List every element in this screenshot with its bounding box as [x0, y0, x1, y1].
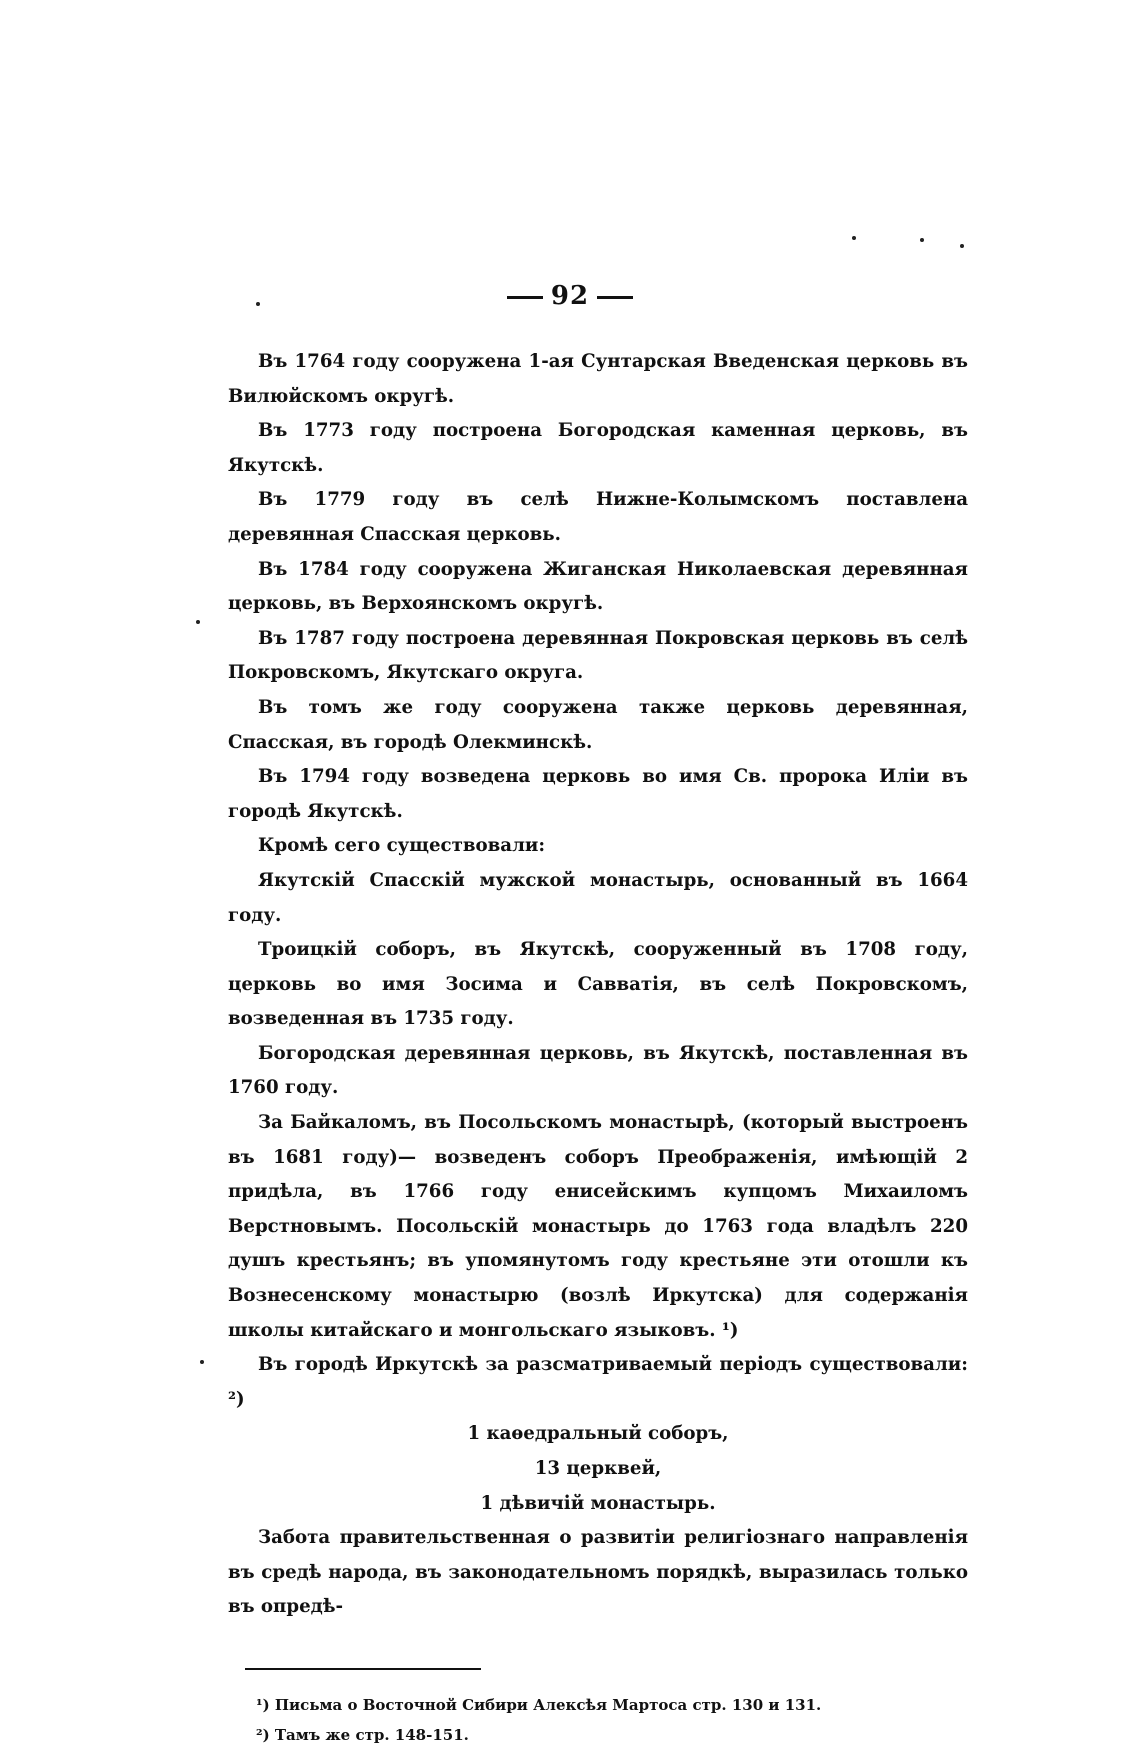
paragraph: Въ городѣ Иркутскѣ за разсматриваемый періодъ существовали: ²) — [228, 1354, 968, 1410]
paragraph: Забота правительственная о развитіи религіознаго направленія въ средѣ народа, въ законодательномъ порядкѣ, выразилась только въ опредѣ- — [228, 1527, 968, 1618]
paragraph: Въ томъ же году сооружена также церковь деревянная, Спасская, въ городѣ Олекминскѣ. — [228, 696, 968, 753]
footnote: ²) Тамъ же стр. 148-151. — [256, 1726, 469, 1744]
paragraph: Въ 1779 году въ селѣ Нижне-Колымскомъ поставлена деревянная Спасская церковь. — [228, 489, 968, 545]
scan-speck — [920, 238, 924, 242]
footnote: ¹) Письма о Восточной Сибири Алексѣя Мартоса стр. 130 и 131. — [256, 1696, 822, 1714]
paragraph: Въ 1787 году построена деревянная Покровская церковь въ селѣ Покровскомъ, Якутскаго округа. — [228, 627, 968, 684]
header-rule-left — [507, 296, 543, 299]
page-number: 92 — [550, 281, 590, 311]
paragraph: За Байкаломъ, въ Посольскомъ монастырѣ, (который выстроенъ въ 1681 году)— возведенъ соборъ Преображенія, имѣющій 2 придѣла, въ 1766 году енисейскимъ купцомъ Михаиломъ Верстновымъ. Посольскій монастырь до 1763 года владѣлъ 220 душъ крестьянъ; въ упомянутомъ году крестьяне эти отошли къ Вознесенскому монастырю (возлѣ Иркутска) для содержанія школы китайскаго и монгольскаго языковъ. ¹) — [228, 1112, 968, 1341]
paragraph: Троицкій соборъ, въ Якутскѣ, сооруженный въ 1708 году, церковь во имя Зосима и Савватія, въ селѣ Покровскомъ, возведенная въ 1735 году. — [228, 939, 968, 1030]
body-text — [228, 345, 968, 1625]
paragraph: Кромѣ сего существовали: — [258, 835, 546, 857]
paragraph: Въ 1784 году сооружена Жиганская Николаевская деревянная церковь, въ Верхоянскомъ округѣ. — [228, 558, 968, 615]
list-item: 1 дѣвичій монастырь. — [480, 1492, 716, 1514]
footnotes — [256, 1690, 956, 1750]
header-rule-right — [597, 296, 633, 299]
list-item: 13 церквей, — [534, 1458, 662, 1479]
list-item: 1 каѳедральный соборъ, — [467, 1423, 729, 1445]
scan-speck — [960, 244, 964, 248]
paragraph: Въ 1764 году сооружена 1-ая Сунтарская Введенская церковь въ Вилюйскомъ округѣ. — [228, 351, 968, 407]
scan-speck — [196, 620, 200, 624]
paragraph: Якутскій Спасскій мужской монастырь, основанный въ 1664 году. — [228, 869, 968, 926]
paragraph: Въ 1773 году построена Богородская каменная церковь, въ Якутскѣ. — [228, 420, 968, 476]
page-header — [0, 281, 1140, 311]
paragraph: Въ 1794 году возведена церковь во имя Св. пророка Иліи въ городѣ Якутскѣ. — [228, 766, 968, 822]
scan-speck — [852, 236, 856, 240]
footnote-divider — [245, 1668, 481, 1670]
scan-speck — [200, 1360, 204, 1364]
paragraph: Богородская деревянная церковь, въ Якутскѣ, поставленная въ 1760 году. — [228, 1042, 968, 1099]
